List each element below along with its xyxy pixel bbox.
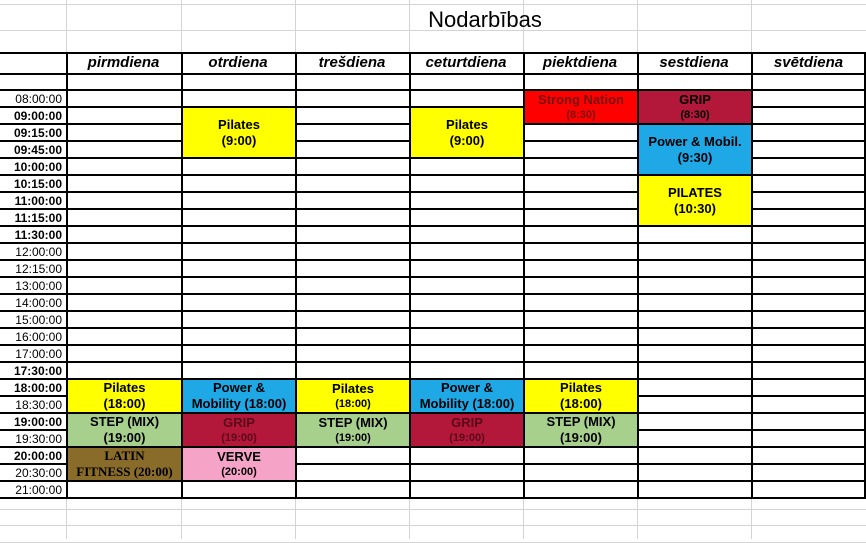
column-line [751, 52, 753, 499]
class-time: (19:00) [449, 432, 485, 444]
class-block[interactable] [639, 91, 751, 123]
class-time: Mobility (18:00) [191, 396, 287, 411]
class-name: PILATES [668, 184, 722, 200]
gridline-v [751, 0, 752, 52]
class-block[interactable] [68, 414, 181, 446]
class-block[interactable] [68, 380, 181, 412]
time-label: 11:30:00 [14, 228, 62, 242]
row-line [0, 344, 866, 346]
time-label: 11:00:00 [14, 194, 62, 208]
time-label: 19:30:00 [15, 432, 62, 446]
time-label: 18:00:00 [13, 381, 62, 395]
class-block[interactable] [183, 448, 295, 480]
day-header-2: otrdiena [208, 54, 268, 71]
class-time: (9:30) [677, 149, 713, 165]
class-name: Pilates [446, 116, 488, 132]
time-label: 08:00:00 [15, 92, 62, 106]
class-block[interactable] [297, 414, 409, 446]
class-time: (19:00) [221, 432, 257, 444]
time-label: 17:30:00 [13, 364, 62, 378]
day-header-6: sestdiena [659, 54, 729, 71]
time-label: 12:00:00 [15, 245, 62, 259]
time-label: 13:00:00 [15, 279, 62, 293]
class-name: Pilates [332, 381, 374, 396]
gridline-v [409, 497, 410, 539]
time-label: 21:00:00 [15, 483, 62, 497]
time-label: 18:30:00 [15, 398, 62, 412]
class-time: FITNESS (20:00) [76, 464, 173, 479]
class-name: VERVE [217, 449, 261, 464]
gridline-v [181, 0, 182, 52]
gridline-v [181, 497, 182, 539]
class-time: (20:00) [221, 466, 257, 478]
class-block[interactable] [525, 380, 637, 412]
time-label: 10:15:00 [13, 177, 62, 191]
class-block[interactable] [411, 108, 523, 157]
gridline-v [66, 497, 67, 539]
class-name: GRIP [679, 92, 711, 107]
row-line [0, 480, 866, 482]
time-label: 20:00:00 [13, 449, 62, 463]
class-name: Strong Nation [538, 92, 624, 107]
row-line [0, 276, 866, 278]
class-name: GRIP [451, 415, 483, 430]
class-time: (9:00) [221, 132, 257, 148]
class-name: GRIP [223, 415, 255, 430]
day-header-4: ceturtdiena [425, 54, 507, 71]
time-label: 09:45:00 [13, 143, 62, 157]
table-border [0, 73, 866, 75]
class-time: (8:30) [566, 109, 596, 121]
class-time: (8:30) [680, 109, 710, 121]
row-line [0, 310, 866, 312]
class-block[interactable] [183, 380, 295, 412]
time-label: 12:15:00 [15, 262, 62, 276]
class-name: Pilates [560, 380, 602, 395]
row-line [0, 293, 866, 295]
time-label: 09:00:00 [13, 109, 62, 123]
gridline-v [637, 0, 638, 52]
class-time: (19:00) [335, 432, 371, 444]
gridline-h [0, 525, 866, 526]
row-line [0, 361, 866, 363]
class-block[interactable] [525, 91, 637, 123]
gridline-v [523, 497, 524, 539]
gridline-v [66, 0, 67, 52]
row-line [0, 225, 866, 227]
row-line [0, 259, 866, 261]
time-label: 15:00:00 [15, 313, 62, 327]
class-time: Mobility (18:00) [419, 396, 515, 411]
class-block[interactable] [297, 380, 409, 412]
day-header-1: pirmdiena [87, 54, 160, 71]
class-block[interactable] [639, 125, 751, 174]
gridline-v [637, 497, 638, 539]
time-label: 14:00:00 [15, 296, 62, 310]
class-name: Power & Mobil. [648, 133, 742, 149]
class-name: Pilates [103, 380, 146, 395]
class-block[interactable] [525, 414, 637, 446]
time-label: 20:30:00 [15, 466, 62, 480]
class-time: (18:00) [335, 398, 371, 410]
class-time: (10:30) [674, 200, 716, 216]
class-block[interactable] [411, 414, 523, 446]
time-label: 09:15:00 [13, 126, 62, 140]
class-name: LATIN [104, 448, 145, 463]
gridline-h [0, 509, 866, 510]
day-header-3: trešdiena [318, 54, 386, 71]
time-label: 17:00:00 [15, 347, 62, 361]
time-label: 16:00:00 [15, 330, 62, 344]
class-name: STEP (MIX) [546, 414, 616, 429]
class-block[interactable] [183, 414, 295, 446]
day-header-7: svētdiena [773, 54, 844, 71]
page-title: Nodarbības [428, 7, 542, 32]
gridline-v [295, 497, 296, 539]
class-name: Power & [212, 380, 265, 395]
class-block[interactable] [639, 176, 751, 225]
row-line [0, 497, 866, 499]
time-label: 10:00:00 [13, 160, 62, 174]
class-name: Power & [440, 380, 493, 395]
class-name: Pilates [218, 116, 260, 132]
time-label: 19:00:00 [13, 415, 62, 429]
class-time: (18:00) [103, 396, 146, 411]
row-line [0, 242, 866, 244]
class-name: STEP (MIX) [318, 415, 388, 430]
class-time: (9:00) [449, 132, 485, 148]
time-label: 11:15:00 [14, 211, 62, 225]
class-time: (19:00) [560, 430, 602, 445]
gridline-v [751, 497, 752, 539]
class-block[interactable] [411, 380, 523, 412]
gridline-v [295, 0, 296, 52]
class-block[interactable] [68, 448, 181, 480]
class-block[interactable] [183, 108, 295, 157]
row-line [0, 327, 866, 329]
day-header-5: piektdiena [542, 54, 618, 71]
class-name: STEP (MIX) [89, 414, 160, 429]
class-time: (18:00) [560, 396, 602, 411]
class-time: (19:00) [103, 430, 146, 445]
